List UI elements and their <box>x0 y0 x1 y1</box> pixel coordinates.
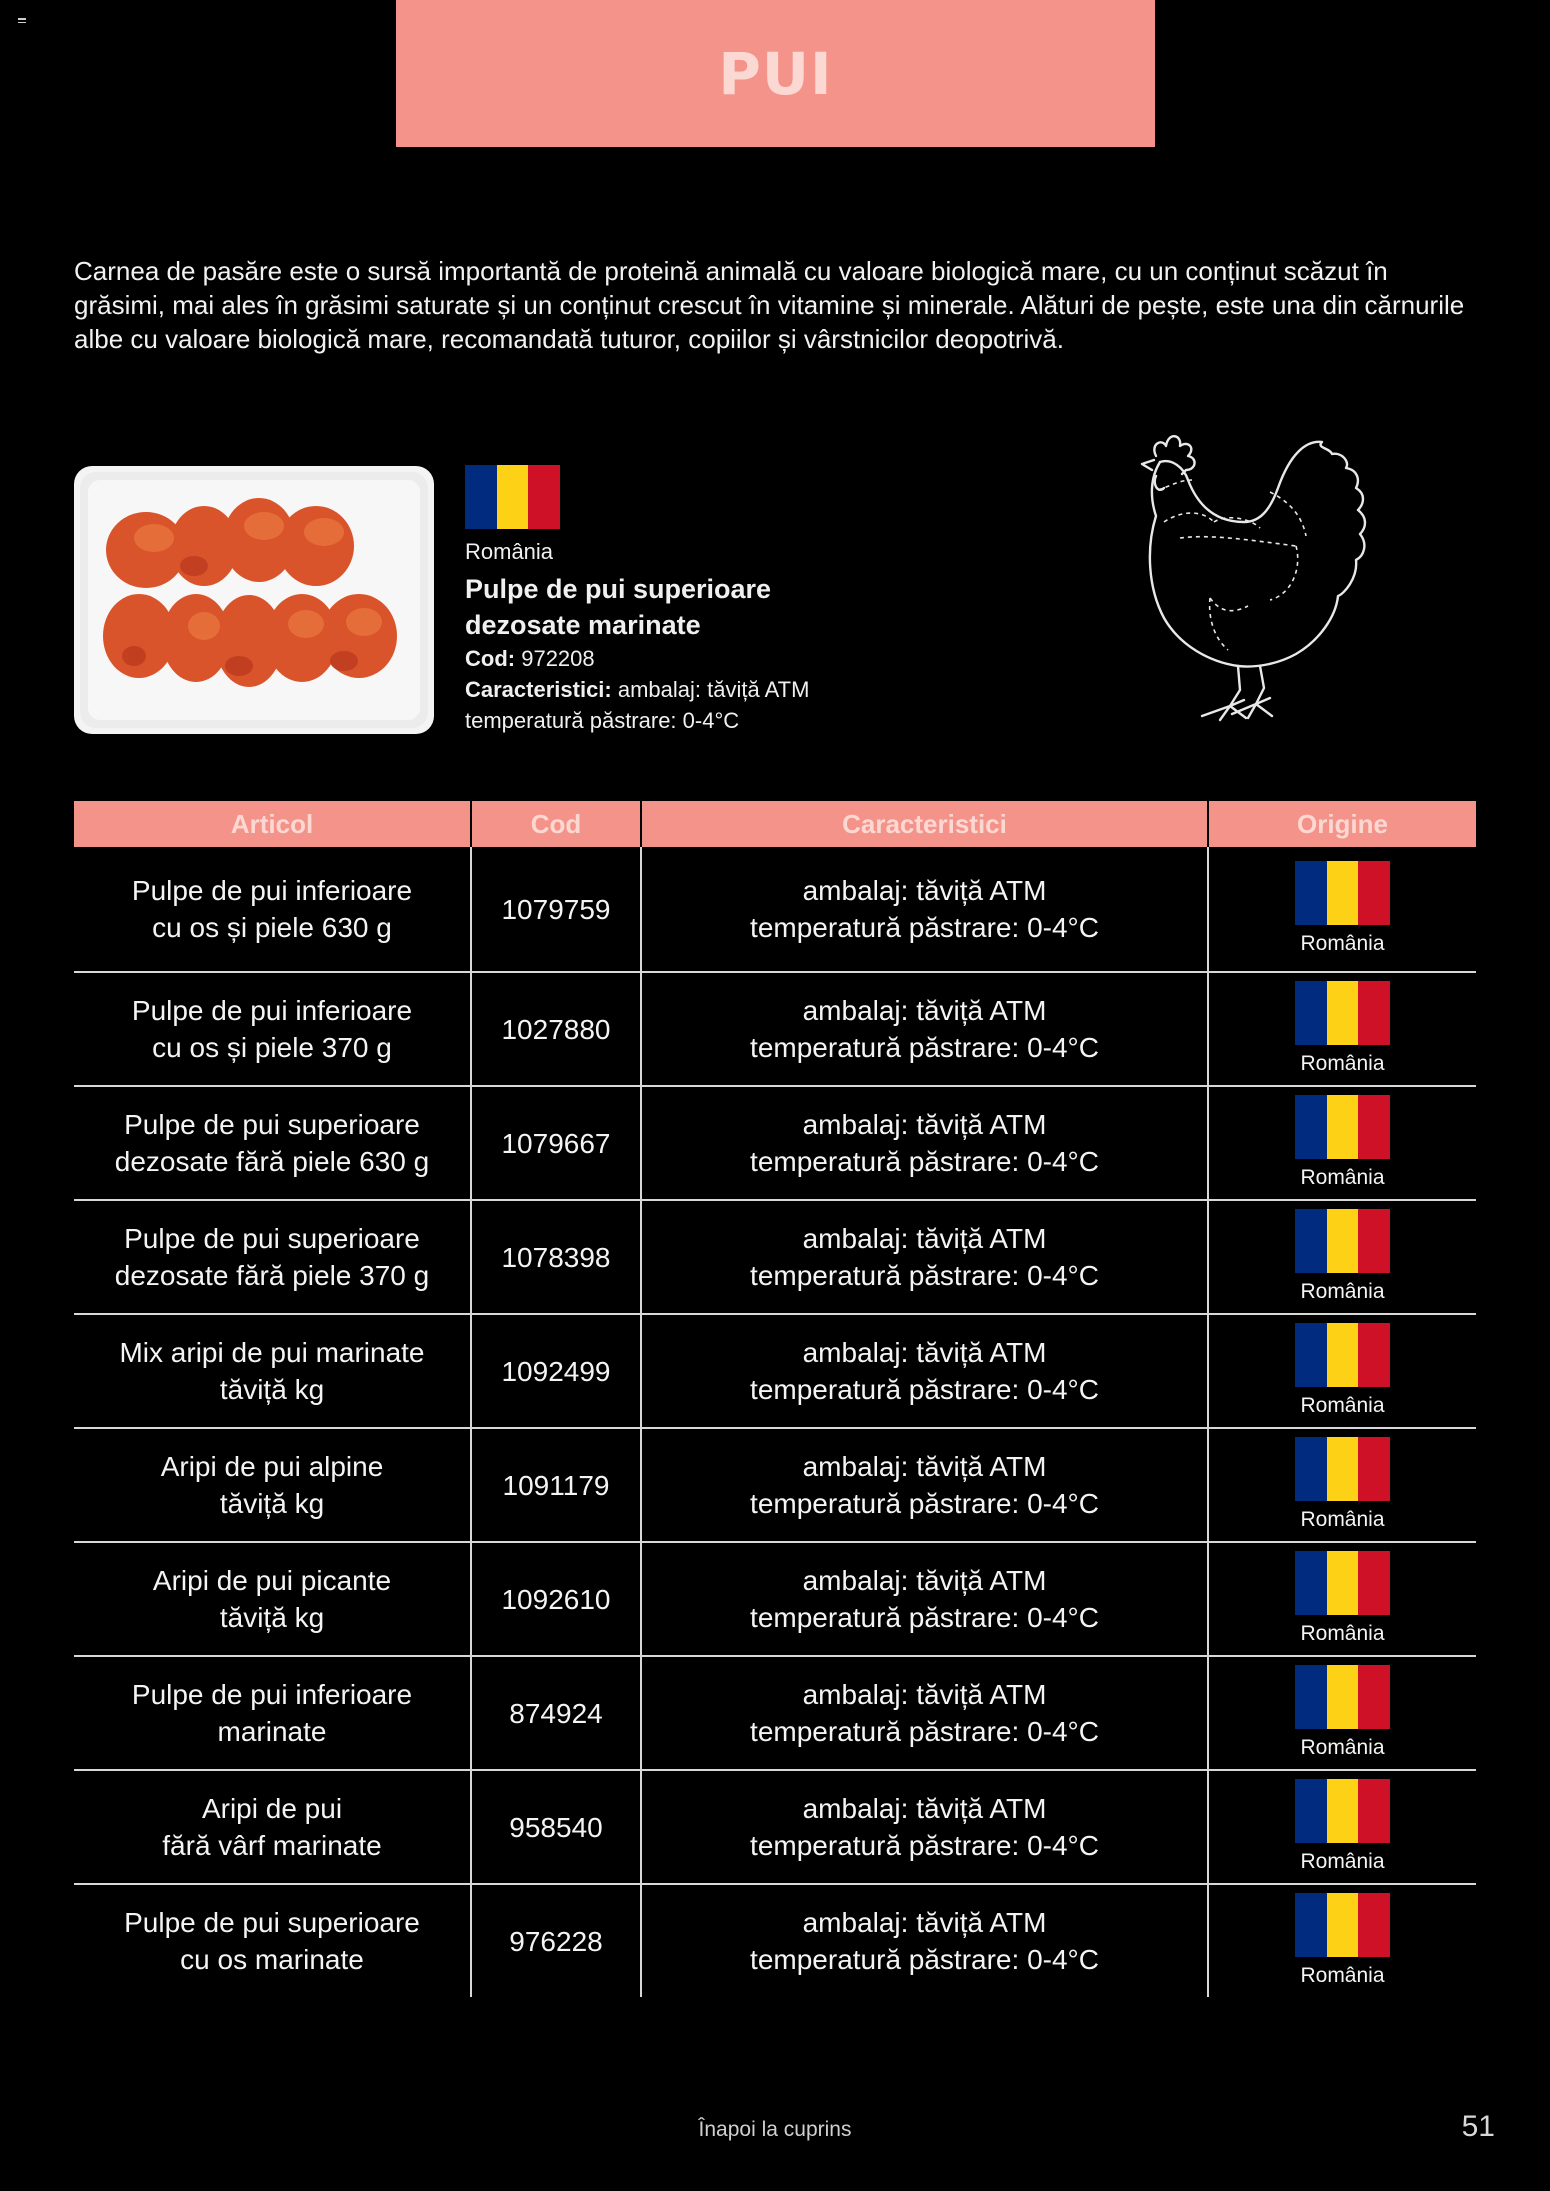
code-cell: 958540 <box>471 1770 641 1884</box>
section-title: PUI <box>718 39 833 108</box>
romania-flag-icon <box>1295 1095 1390 1159</box>
intro-paragraph: Carnea de pasăre este o sursă importantă de proteină animală cu valoare biologică mare, cu un conținut scăzut în grăsimi, mai ales în grăsimi saturate și un conținut crescut în vitamine și minerale. Alături de pește, este una din cărnurile albe cu valoare biologică mare, recomandată tuturor, copiilor și vârstnicilor deopotrivă. <box>74 256 1465 354</box>
article-line2: dezosate fără piele 630 g <box>114 1146 430 1177</box>
origin-country: România <box>1300 1622 1385 1645</box>
article-cell <box>74 1200 471 1314</box>
origin-cell <box>1208 847 1476 972</box>
article-cell <box>74 1428 471 1542</box>
table-row <box>74 1200 1476 1314</box>
origin-country: România <box>1300 1850 1385 1873</box>
char-line2: temperatură păstrare: 0-4°C <box>750 1944 1099 1975</box>
char-line1: ambalaj: tăviță ATM <box>802 1109 1047 1140</box>
featured-product <box>465 536 885 736</box>
char-line1: ambalaj: tăviță ATM <box>802 1793 1047 1824</box>
origin-country: România <box>1300 1508 1385 1531</box>
table-row <box>74 972 1476 1086</box>
article-line2: cu os și piele 630 g <box>152 912 392 943</box>
article-cell <box>74 1884 471 1997</box>
section-title-band <box>396 0 1155 147</box>
origin-country: România <box>1300 1280 1385 1303</box>
article-line1: Pulpe de pui inferioare <box>131 1679 413 1710</box>
product-photo <box>74 466 434 734</box>
code-cell: 1079667 <box>471 1086 641 1200</box>
origin-cell <box>1208 1428 1476 1542</box>
article-line1: Aripi de pui alpine <box>160 1451 384 1482</box>
char-line1: ambalaj: tăviță ATM <box>802 1679 1047 1710</box>
origin-cell <box>1208 1314 1476 1428</box>
romania-flag-icon <box>1295 1779 1390 1843</box>
origin-cell <box>1208 972 1476 1086</box>
article-line2: fără vârf marinate <box>162 1830 382 1861</box>
article-line1: Pulpe de pui inferioare <box>131 995 413 1026</box>
romania-flag-icon <box>1295 1323 1390 1387</box>
header-article: Articol <box>74 801 471 847</box>
origin-country: România <box>1300 1394 1385 1417</box>
char-line2: temperatură păstrare: 0-4°C <box>750 1488 1099 1519</box>
char-line1: ambalaj: tăviță ATM <box>802 1337 1047 1368</box>
char-line2: temperatură păstrare: 0-4°C <box>750 1260 1099 1291</box>
page-number: 51 <box>1461 2110 1495 2143</box>
article-cell <box>74 1542 471 1656</box>
featured-char-1: ambalaj: tăviță ATM <box>617 677 810 702</box>
code-cell: 1091179 <box>471 1428 641 1542</box>
header-code: Cod <box>471 801 641 847</box>
table-row <box>74 1314 1476 1428</box>
characteristics-cell <box>641 1542 1208 1656</box>
code-cell: 1092499 <box>471 1314 641 1428</box>
char-line2: temperatură păstrare: 0-4°C <box>750 1146 1099 1177</box>
char-line1: ambalaj: tăviță ATM <box>802 1907 1047 1938</box>
article-line2: dezosate fără piele 370 g <box>114 1260 430 1291</box>
characteristics-cell <box>641 1428 1208 1542</box>
article-line1: Aripi de pui picante <box>152 1565 392 1596</box>
article-cell <box>74 847 471 972</box>
origin-country: România <box>1300 1736 1385 1759</box>
origin-cell <box>1208 1200 1476 1314</box>
origin-country: România <box>1300 1964 1385 1987</box>
featured-code-label: Cod: <box>465 646 516 671</box>
romania-flag-icon <box>1295 1551 1390 1615</box>
article-line1: Pulpe de pui superioare <box>124 1223 420 1254</box>
article-line1: Aripi de pui <box>201 1793 343 1824</box>
origin-country: România <box>1300 932 1385 955</box>
romania-flag-icon <box>1295 1893 1390 1957</box>
code-cell: 1079759 <box>471 847 641 972</box>
origin-cell <box>1208 1542 1476 1656</box>
article-line2: cu os și piele 370 g <box>152 1032 392 1063</box>
characteristics-cell <box>641 1656 1208 1770</box>
char-line1: ambalaj: tăviță ATM <box>802 1565 1047 1596</box>
table-row <box>74 1884 1476 1997</box>
article-line1: Pulpe de pui inferioare <box>131 875 413 906</box>
products-table <box>74 801 1476 1997</box>
article-line2: marinate <box>217 1716 327 1747</box>
table-row <box>74 1542 1476 1656</box>
featured-origin: România <box>465 539 554 564</box>
back-to-contents-link[interactable]: Înapoi la cuprins <box>698 2118 852 2141</box>
table-row <box>74 1656 1476 1770</box>
article-line2: tăviță kg <box>219 1374 325 1405</box>
chicken-outline-icon <box>1120 418 1430 758</box>
romania-flag-icon <box>1295 981 1390 1045</box>
article-cell <box>74 1770 471 1884</box>
article-line2: tăviță kg <box>219 1602 325 1633</box>
code-cell: 1078398 <box>471 1200 641 1314</box>
char-line1: ambalaj: tăviță ATM <box>802 1223 1047 1254</box>
char-line2: temperatură păstrare: 0-4°C <box>750 1716 1099 1747</box>
menu-icon[interactable] <box>18 18 26 25</box>
romania-flag-icon <box>1295 1209 1390 1273</box>
table-header <box>74 801 1476 847</box>
origin-country: România <box>1300 1052 1385 1075</box>
origin-cell <box>1208 1884 1476 1997</box>
header-origin: Origine <box>1208 801 1476 847</box>
article-line1: Mix aripi de pui marinate <box>119 1337 425 1368</box>
featured-name: Pulpe de pui superioare dezosate marinate <box>465 574 772 640</box>
origin-cell <box>1208 1770 1476 1884</box>
featured-char-label: Caracteristici: <box>465 677 612 702</box>
romania-flag-icon <box>465 465 560 529</box>
table-row <box>74 847 1476 972</box>
article-line2: tăviță kg <box>219 1488 325 1519</box>
characteristics-cell <box>641 1086 1208 1200</box>
char-line1: ambalaj: tăviță ATM <box>802 875 1047 906</box>
header-characteristics: Caracteristici <box>641 801 1208 847</box>
code-cell: 1092610 <box>471 1542 641 1656</box>
characteristics-cell <box>641 1884 1208 1997</box>
romania-flag-icon <box>1295 861 1390 925</box>
characteristics-cell <box>641 1314 1208 1428</box>
featured-code: 972208 <box>521 646 595 671</box>
origin-country: România <box>1300 1166 1385 1189</box>
article-line1: Pulpe de pui superioare <box>124 1907 420 1938</box>
characteristics-cell <box>641 972 1208 1086</box>
code-cell: 874924 <box>471 1656 641 1770</box>
article-cell <box>74 972 471 1086</box>
origin-cell <box>1208 1656 1476 1770</box>
char-line2: temperatură păstrare: 0-4°C <box>750 1374 1099 1405</box>
romania-flag-icon <box>1295 1437 1390 1501</box>
article-line2: cu os marinate <box>180 1944 364 1975</box>
article-line1: Pulpe de pui superioare <box>124 1109 420 1140</box>
table-row <box>74 1086 1476 1200</box>
char-line2: temperatură păstrare: 0-4°C <box>750 912 1099 943</box>
char-line1: ambalaj: tăviță ATM <box>802 995 1047 1026</box>
table-row <box>74 1428 1476 1542</box>
characteristics-cell <box>641 1770 1208 1884</box>
code-cell: 1027880 <box>471 972 641 1086</box>
origin-cell <box>1208 1086 1476 1200</box>
char-line2: temperatură păstrare: 0-4°C <box>750 1602 1099 1633</box>
romania-flag-icon <box>1295 1665 1390 1729</box>
code-cell: 976228 <box>471 1884 641 1997</box>
table-row <box>74 1770 1476 1884</box>
article-cell <box>74 1656 471 1770</box>
char-line2: temperatură păstrare: 0-4°C <box>750 1032 1099 1063</box>
char-line1: ambalaj: tăviță ATM <box>802 1451 1047 1482</box>
article-cell <box>74 1314 471 1428</box>
char-line2: temperatură păstrare: 0-4°C <box>750 1830 1099 1861</box>
characteristics-cell <box>641 1200 1208 1314</box>
article-cell <box>74 1086 471 1200</box>
characteristics-cell <box>641 847 1208 972</box>
featured-char-2: temperatură păstrare: 0-4°C <box>465 708 740 733</box>
